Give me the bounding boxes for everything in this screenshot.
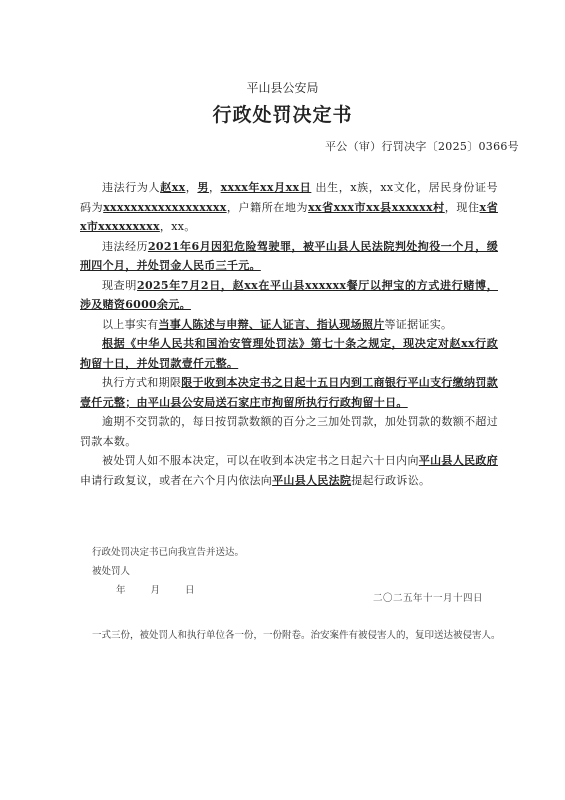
offender-dob: xxxx年xx月xx日 xyxy=(220,181,312,194)
offense-history: 2021年6月因犯危险驾驶罪，被平山县人民法院判处拘役一个月，缓刑四个月，并处罚金人民币三千元。 xyxy=(80,239,499,272)
copies-note: 一式三份，被处罚人和执行单位各一份，一份附卷。治安案件有被侵害人的，复印送达被侵害人。 xyxy=(92,630,501,641)
offender-gender: 男 xyxy=(197,181,210,194)
evidence-paragraph xyxy=(80,315,498,335)
offender-id-number: xxxxxxxxxxxxxxxxxx xyxy=(103,200,227,214)
issue-date: 二〇二五年十一月十四日 xyxy=(372,593,483,604)
text: ，xx。 xyxy=(159,220,196,233)
facts-paragraph xyxy=(80,276,498,315)
text: ，现住 xyxy=(444,200,480,214)
text: 现查明 xyxy=(102,278,138,292)
offender-address: x省x市xxxxxxxxx xyxy=(80,200,498,233)
punished-person-signature-label: 被处罚人 xyxy=(92,566,131,577)
text: ， xyxy=(185,181,198,194)
text: 提起行政诉讼。 xyxy=(351,473,431,487)
text: 违法行为人 xyxy=(102,181,161,194)
decision-text: 根据《中华人民共和国治安管理处罚法》第七十条之规定，现决定对赵xx行政拘留十日，并处罚款壹仟元整。 xyxy=(80,337,498,370)
text: 被处罚人如不服本决定，可以在收到本决定书之日起六十日内向 xyxy=(102,454,419,467)
late-payment-paragraph: 逾期不交罚款的，每日按罚款数额的百分之三加处罚款，加处罚款的数额不超过罚款本数。 xyxy=(80,415,498,448)
text: ，户籍所在地为 xyxy=(226,200,309,214)
offender-name: 赵xx xyxy=(160,181,186,194)
document-title: 行政处罚决定书 xyxy=(212,104,353,126)
review-authority: 平山县人民政府 xyxy=(418,454,498,467)
text: 违法经历 xyxy=(102,239,148,253)
text: ， xyxy=(209,181,221,194)
court-name: 平山县人民法院 xyxy=(272,473,352,487)
text: 执行方式和期限 xyxy=(102,376,182,389)
facts-found: 2025年7月2日，赵xx在平山县xxxxxx餐厅以押宝的方式进行赌博，涉及赌资6000余元。 xyxy=(80,278,498,311)
text: 等证据证实。 xyxy=(384,317,453,331)
text: 申请行政复议，或者在六个月内依法向 xyxy=(80,473,273,487)
offender-hukou: xx省xxx市xx县xxxxxx村 xyxy=(308,200,445,214)
appeal-paragraph xyxy=(80,451,498,490)
signature-date-blank: 年 月 日 xyxy=(116,585,195,596)
decision-paragraph xyxy=(80,334,498,373)
text: 出生，x族，xx文化，居民身份证号码为 xyxy=(80,181,498,214)
served-statement: 行政处罚决定书已向我宣告并送达。 xyxy=(92,547,245,558)
offender-info-paragraph xyxy=(80,178,498,237)
document-number: 平公（审）行罚决字〔2025〕0366号 xyxy=(325,140,519,153)
document-body xyxy=(80,178,498,490)
execution-method: 限于收到本决定书之日起十五日内到工商银行平山支行缴纳罚款壹仟元整；由平山县公安局送石家庄市拘留所执行行政拘留十日。 xyxy=(80,376,498,409)
execution-paragraph xyxy=(80,373,498,412)
evidence-list: 当事人陈述与申辩、证人证言、指认现场照片 xyxy=(158,317,385,331)
text: 以上事实有 xyxy=(102,317,159,331)
history-paragraph xyxy=(80,237,498,276)
issuing-agency: 平山县公安局 xyxy=(246,81,319,95)
